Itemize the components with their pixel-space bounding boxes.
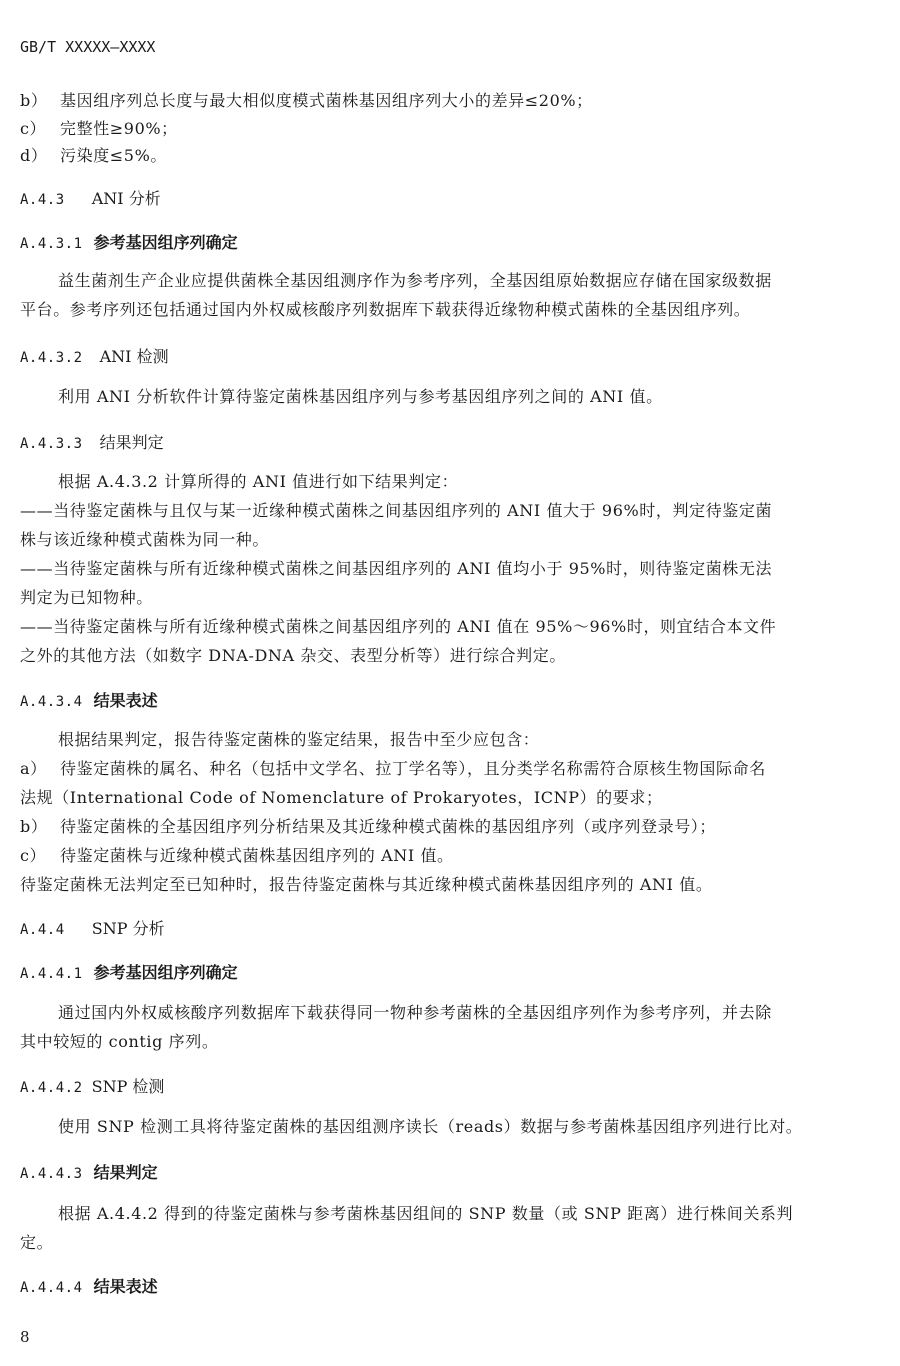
section-number: A.4.3 [20, 192, 65, 208]
paragraph-line: ——当待鉴定菌株与所有近缘种模式菌株之间基因组序列的 ANI 值在 95%～96%时，则宜结合本文件 [20, 617, 777, 636]
section-number: A.4.4.2 [20, 1080, 83, 1096]
list-label: d） [20, 146, 48, 165]
list-text: 污染度≤5%。 [60, 146, 167, 165]
paragraph-line: 通过国内外权威核酸序列数据库下载获得同一物种参考菌株的全基因组序列作为参考序列，并去除 [58, 1003, 772, 1022]
section-heading-a4431 [20, 230, 238, 253]
section-title: 结果表述 [93, 1277, 158, 1296]
paragraph-line: 使用 SNP 检测工具将待鉴定菌株的基因组测序读长（reads）数据与参考菌株基因组序列进行比对。 [58, 1117, 803, 1136]
section-heading-a4444 [20, 1274, 158, 1297]
section-title: SNP 分析 [91, 919, 165, 938]
section-number: A.4.3.2 [20, 350, 83, 366]
list-label: c） [20, 119, 47, 138]
paragraph-line: 平台。参考序列还包括通过国内外权威核酸序列数据库下载获得近缘物种模式菌株的全基因组序列。 [20, 300, 751, 319]
criteria-item-b [20, 88, 593, 111]
paragraph-line: 益生菌剂生产企业应提供菌株全基因组测序作为参考序列，全基因组原始数据应存储在国家级数据 [58, 271, 772, 290]
list-label: c） [20, 846, 47, 865]
section-heading-a444 [20, 916, 165, 939]
result-item-a-cont [20, 785, 663, 808]
paragraph-line: 之外的其他方法（如数字 DNA-DNA 杂交、表型分析等）进行综合判定。 [20, 646, 566, 665]
section-title: 结果表述 [93, 691, 158, 710]
paragraph-line: 根据结果判定，报告待鉴定菌株的鉴定结果，报告中至少应包含： [58, 730, 540, 749]
section-heading-a443 [20, 186, 161, 209]
section-title: 参考基因组序列确定 [93, 963, 238, 982]
paragraph-line: ——当待鉴定菌株与所有近缘种模式菌株之间基因组序列的 ANI 值均小于 95%时，则待鉴定菌株无法 [20, 559, 773, 578]
paragraph-line: 其中较短的 contig 序列。 [20, 1032, 219, 1051]
paragraph-line: 根据 A.4.3.2 计算所得的 ANI 值进行如下结果判定： [58, 472, 459, 491]
section-number: A.4.4 [20, 922, 65, 938]
page-number: 8 [20, 1328, 30, 1346]
section-heading-a4441 [20, 960, 238, 983]
section-heading-a4432 [20, 344, 169, 367]
list-text: 基因组序列总长度与最大相似度模式菌株基因组序列大小的差异≤20%； [60, 91, 593, 110]
paragraph-line: 待鉴定菌株无法判定至已知种时，报告待鉴定菌株与其近缘种模式菌株基因组序列的 ANI 值。 [20, 875, 713, 894]
list-label: b） [20, 817, 48, 836]
section-number: A.4.4.3 [20, 1166, 83, 1182]
list-text: 完整性≥90%； [60, 119, 178, 138]
criteria-item-d [20, 143, 167, 166]
list-text: 待鉴定菌株的全基因组序列分析结果及其近缘种模式菌株的基因组序列（或序列登录号）； [60, 817, 717, 836]
section-title: 结果判定 [99, 433, 164, 452]
list-text: 待鉴定菌株与近缘种模式菌株基因组序列的 ANI 值。 [60, 846, 454, 865]
section-title: 参考基因组序列确定 [93, 233, 238, 252]
section-title: SNP 检测 [91, 1077, 165, 1096]
paragraph-line: 根据 A.4.4.2 得到的待鉴定菌株与参考菌株基因组间的 SNP 数量（或 SNP 距离）进行株间关系判 [58, 1204, 794, 1223]
criteria-item-c [20, 116, 178, 139]
result-item-b [20, 814, 716, 837]
section-heading-a4443 [20, 1160, 158, 1183]
list-text: 待鉴定菌株的属名、种名（包括中文学名、拉丁学名等），且分类学名称需符合原核生物国际命名 [60, 759, 766, 778]
section-number: A.4.4.1 [20, 966, 83, 982]
result-item-a [20, 756, 766, 779]
section-heading-a4434 [20, 688, 158, 711]
paragraph-line: 株与该近缘种模式菌株为同一种。 [20, 530, 270, 549]
paragraph-line: 利用 ANI 分析软件计算待鉴定菌株基因组序列与参考基因组序列之间的 ANI 值。 [58, 387, 663, 406]
document-id-header: GB/T XXXXX—XXXX [20, 38, 156, 56]
section-heading-a4442 [20, 1074, 164, 1097]
section-heading-a4433 [20, 430, 164, 453]
result-item-c [20, 843, 454, 866]
section-number: A.4.4.4 [20, 1280, 83, 1296]
paragraph-line: ——当待鉴定菌株与且仅与某一近缘种模式菌株之间基因组序列的 ANI 值大于 96%时，判定待鉴定菌 [20, 501, 773, 520]
list-text: 法规（International Code of Nomenclature of Prokaryotes，ICNP）的要求； [20, 788, 663, 807]
section-title: 结果判定 [93, 1163, 158, 1182]
paragraph-line: 定。 [20, 1233, 54, 1252]
section-number: A.4.3.3 [20, 436, 83, 452]
list-label: b） [20, 91, 48, 110]
section-title: ANI 分析 [91, 189, 161, 208]
section-number: A.4.3.4 [20, 694, 83, 710]
section-number: A.4.3.1 [20, 236, 83, 252]
paragraph-line: 判定为已知物种。 [20, 588, 153, 607]
list-label: a） [20, 759, 47, 778]
section-title: ANI 检测 [99, 347, 169, 366]
